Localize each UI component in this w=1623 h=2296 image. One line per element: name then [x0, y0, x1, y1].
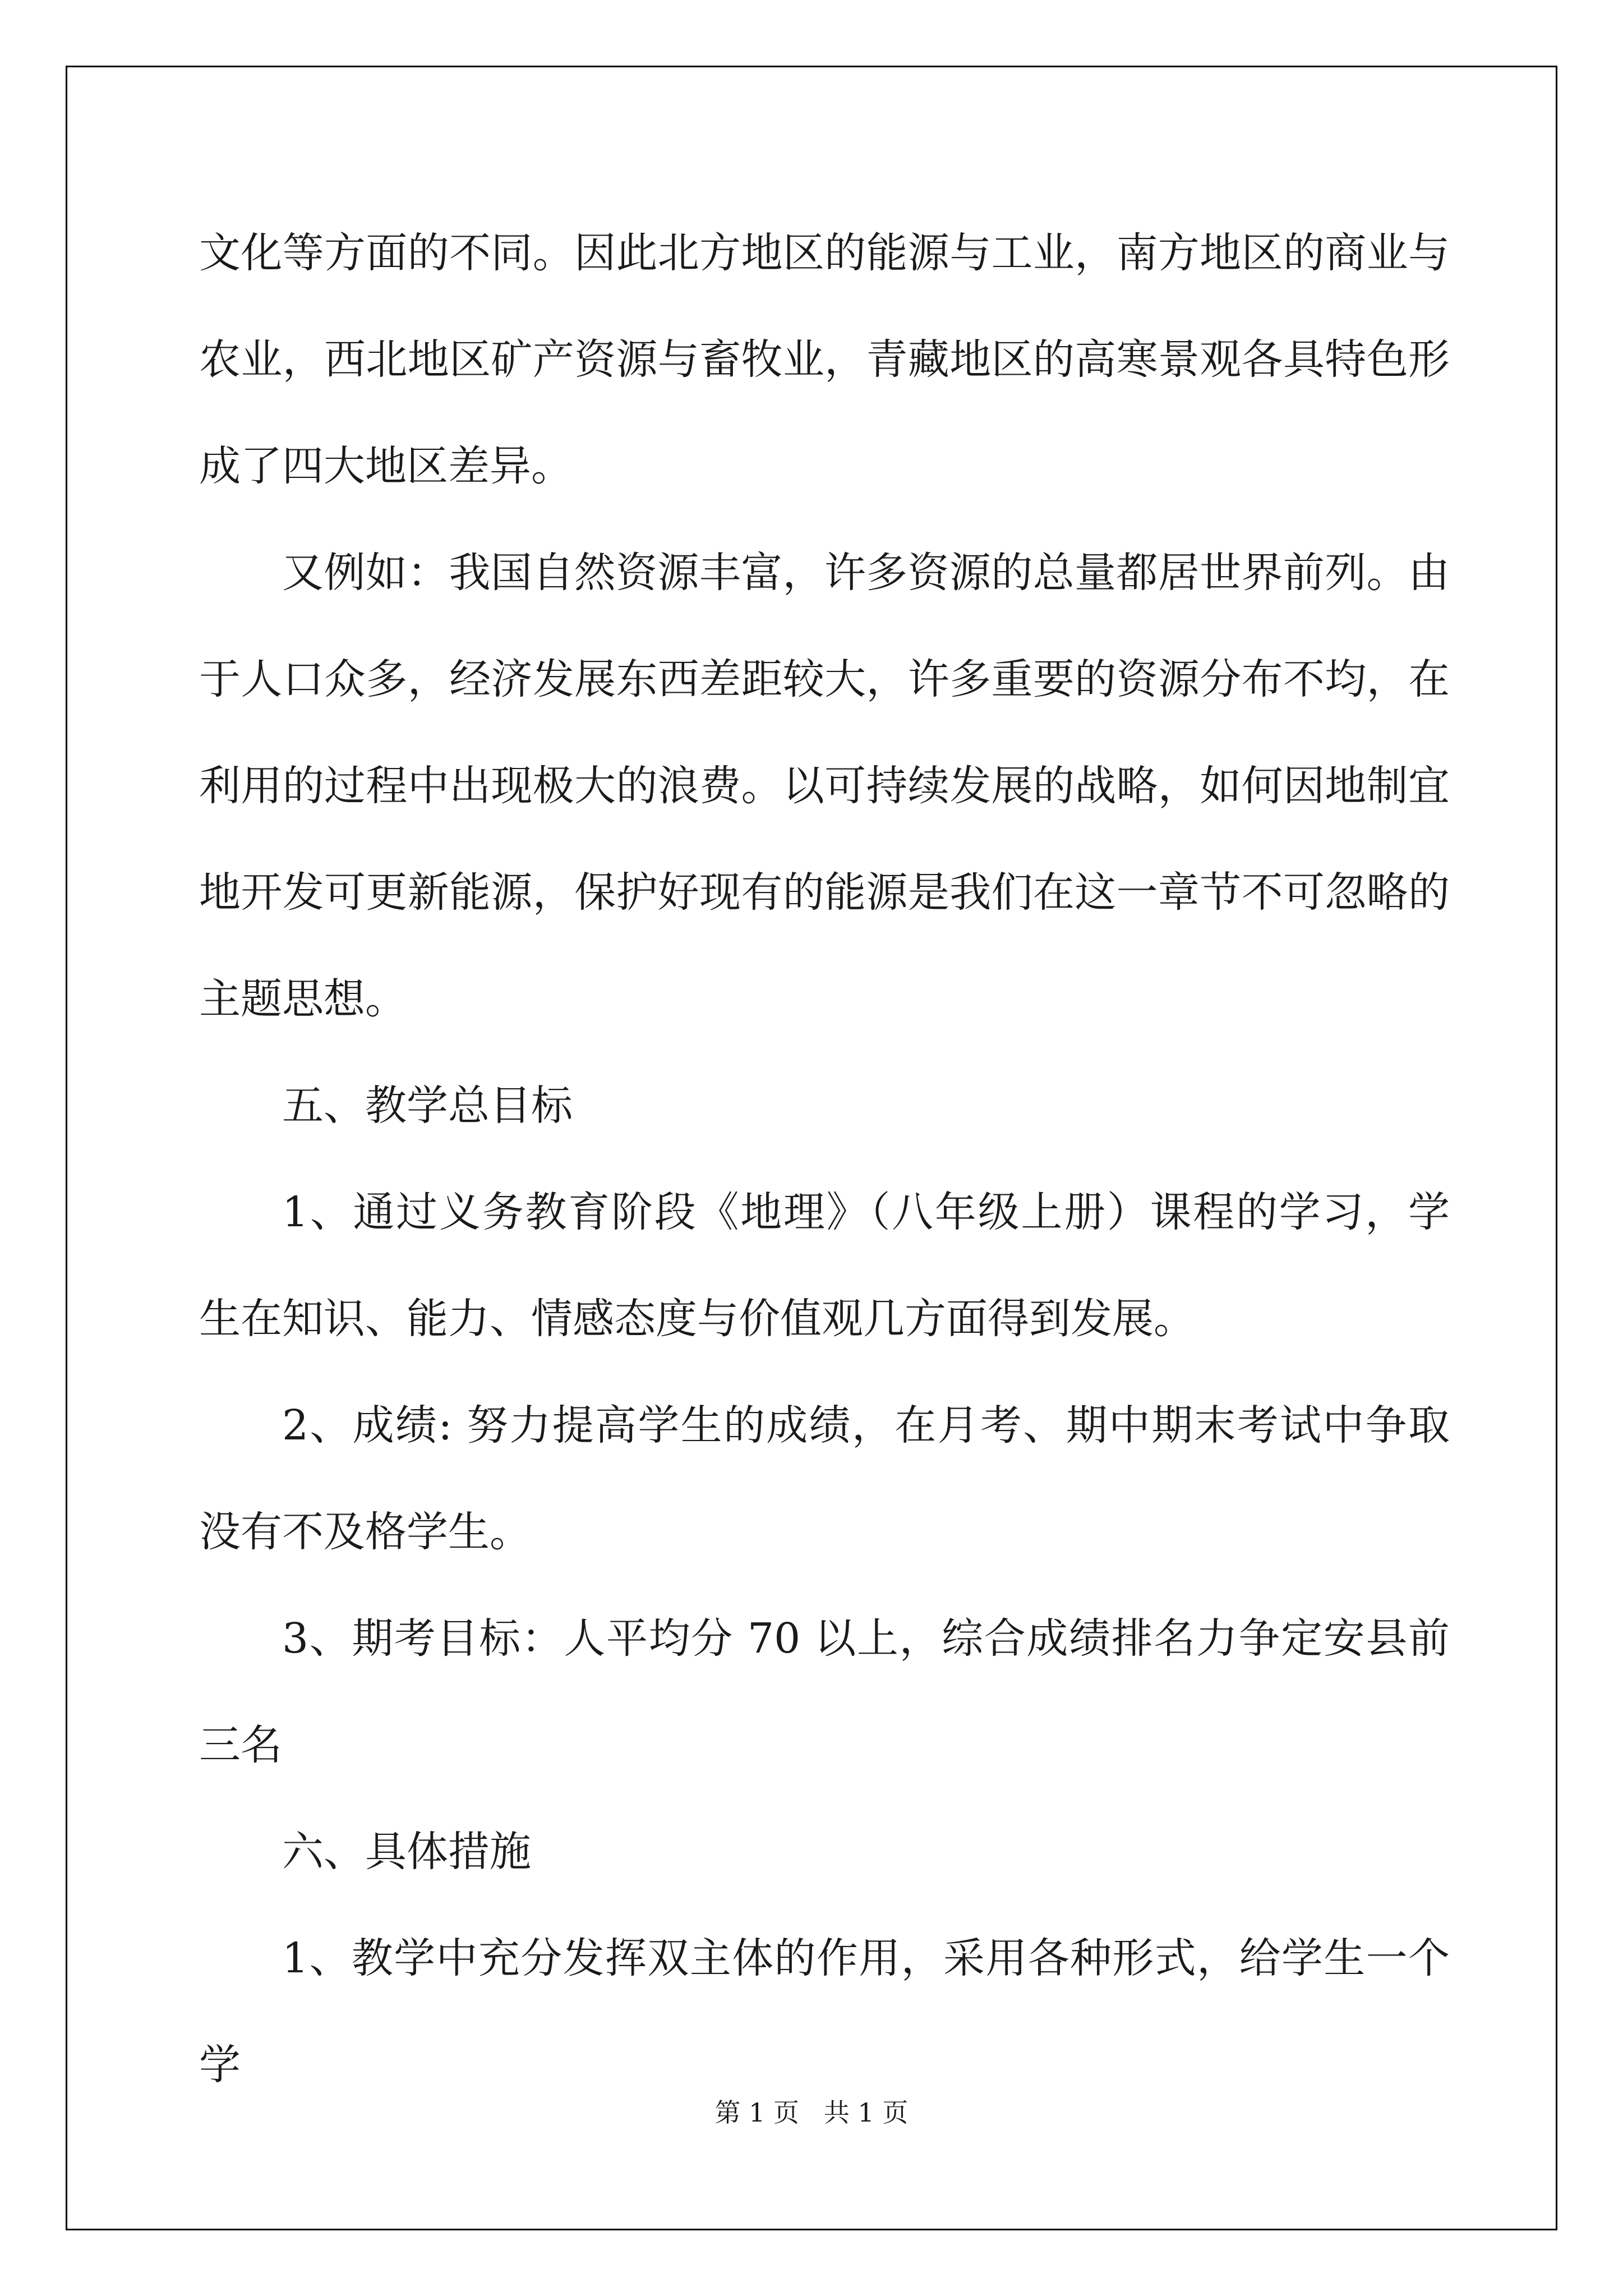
measure-item-1: 1、教学中充分发挥双主体的作用，采用各种形式，给学生一个学 [199, 1934, 1450, 2089]
goal-item-1: 1、通过义务教育阶段《地理》（八年级上册）课程的学习，学生在知识、能力、情感态度与价值观几方面得到发展。 [199, 1188, 1450, 1343]
section-heading-measures: 六、具体措施 [282, 1828, 531, 1876]
goal-item-3: 3、期考目标：人平均分 70 以上，综合成绩排名力争定安县前三名 [199, 1614, 1450, 1769]
section-heading-goals: 五、教学总目标 [282, 1082, 573, 1130]
paragraph-example: 又例如：我国自然资源丰富，许多资源的总量都居世界前列。由于人口众多，经济发展东西差距较大，许多重要的资源分布不均，在利用的过程中出现极大的浪费。以可持续发展的战略，如何因地制宜地开发可更新能源，保护好现有的能源是我们在这一章节不可忽略的主题思想。 [199, 549, 1450, 1023]
document-body [199, 200, 1450, 2118]
goal-item-2: 2、成绩: 努力提高学生的成绩，在月考、期中期末考试中争取没有不及格学生。 [199, 1401, 1450, 1556]
page-number-footer: 第 1 页 共 1 页 [714, 2097, 909, 2128]
paragraph-continuation: 文化等方面的不同。因此北方地区的能源与工业，南方地区的商业与农业，西北地区矿产资源与畜牧业，青藏地区的高寒景观各具特色形成了四大地区差异。 [199, 229, 1450, 490]
